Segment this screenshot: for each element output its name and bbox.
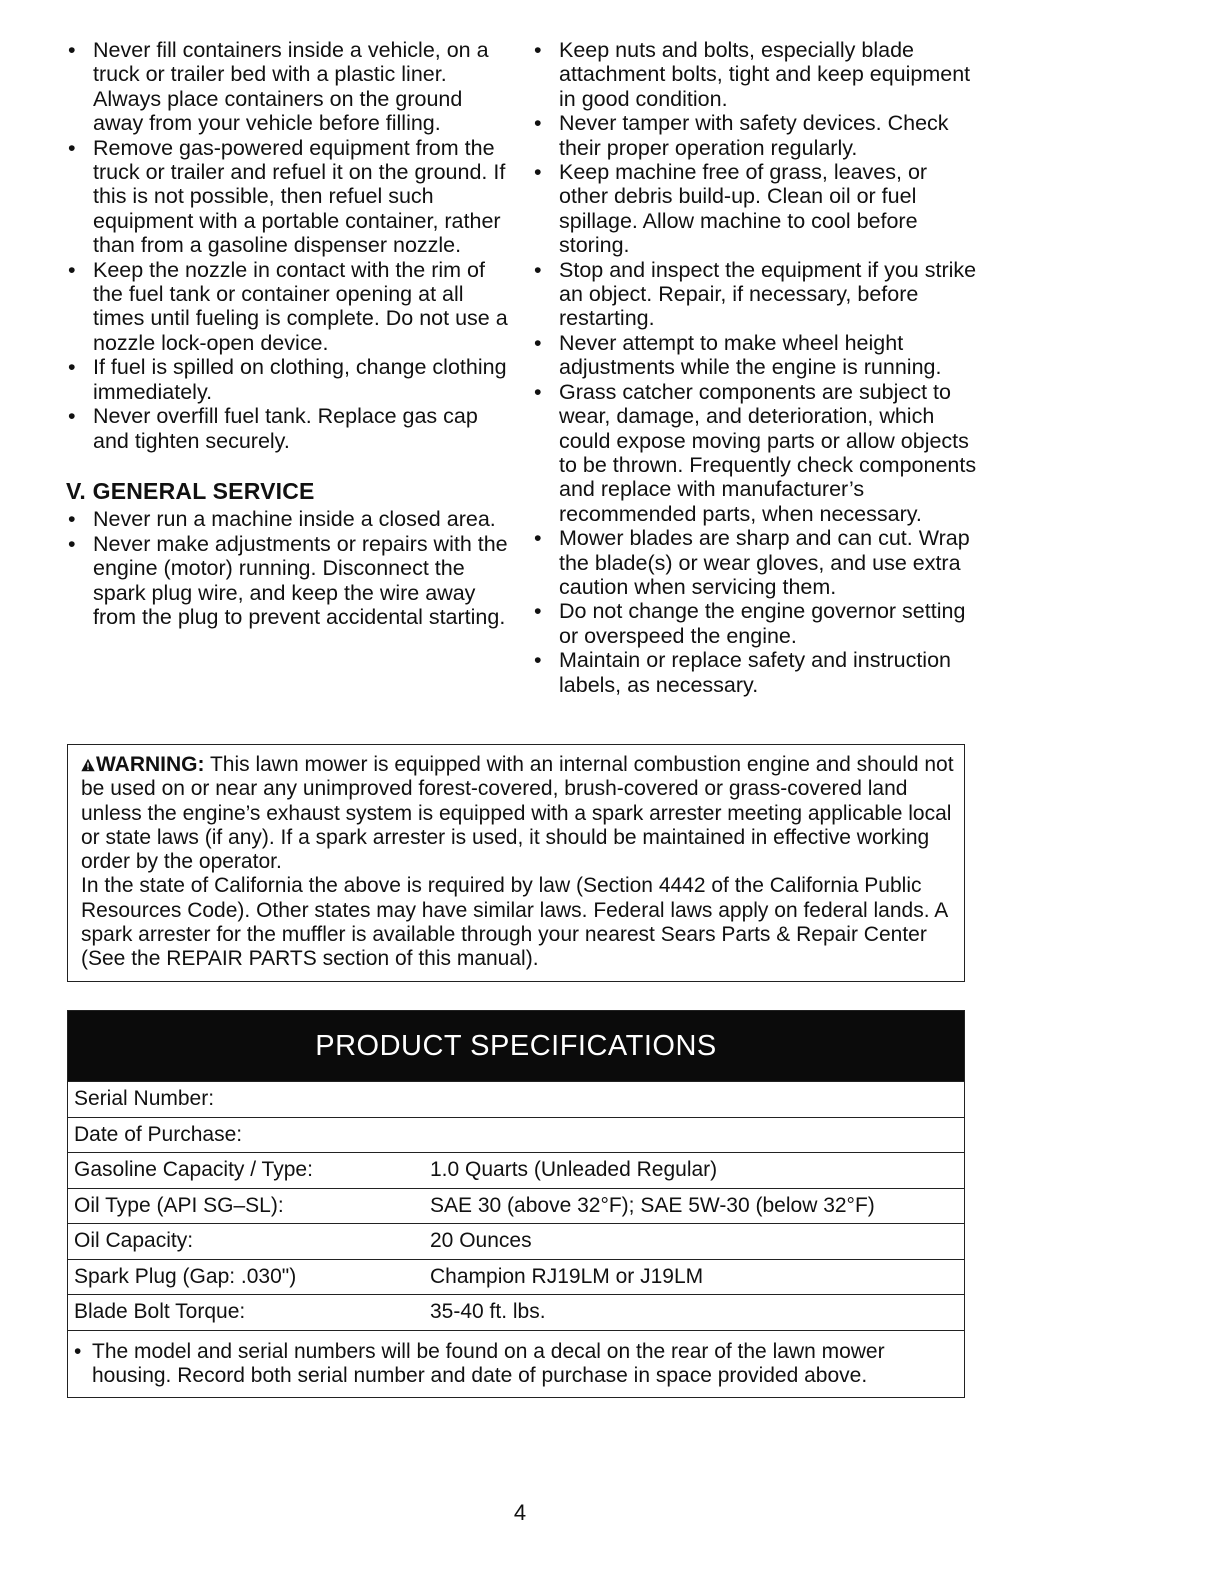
spec-value: 35-40 ft. lbs. — [430, 1300, 546, 1324]
product-specifications-table — [67, 1010, 965, 1398]
list-item: • The model and serial numbers will be found on a decal on the rear of the lawn mower housing. Record both serial number and date of purchase in space provided above. — [74, 1340, 956, 1388]
spec-label: Blade Bolt Torque: — [74, 1300, 246, 1324]
warning-triangle-icon — [81, 758, 95, 772]
list-item: • Stop and inspect the equipment if you strike an object. Repair, if necessary, before restarting. — [532, 258, 977, 331]
warning-paragraph — [81, 753, 954, 874]
spec-value: Champion RJ19LM or J19LM — [430, 1264, 704, 1288]
list-item: • Keep the nozzle in contact with the rim of the fuel tank or container opening at all times until fueling is complete. Do not use a nozzle lock-open device. — [66, 258, 516, 356]
list-item: • Never fill containers inside a vehicle, on a truck or trailer bed with a plastic liner. Always place containers on the ground away from your vehicle before filling. — [66, 38, 516, 136]
service-bullet-list — [66, 507, 516, 629]
spec-note — [68, 1330, 964, 1397]
list-item: • Keep machine free of grass, leaves, or other debris build-up. Clean oil or fuel spillage. Allow machine to cool before storing. — [532, 160, 977, 258]
list-item: • Remove gas-powered equipment from the truck or trailer and refuel it on the ground. If this is not possible, then refuel such equipment with a portable container, rather than from a gasoline dispenser nozzle. — [66, 136, 516, 258]
list-item: • Never tamper with safety devices. Check their proper operation regularly. — [532, 111, 977, 160]
page-number: 4 — [513, 1500, 527, 1525]
warning-box — [67, 744, 965, 982]
list-item: • Do not change the engine governor setting or overspeed the engine. — [532, 599, 977, 648]
spec-label: Spark Plug (Gap: .030") — [74, 1264, 297, 1288]
list-item: • Keep nuts and bolts, especially blade attachment bolts, tight and keep equipment in good condition. — [532, 38, 977, 111]
right-column — [532, 38, 977, 697]
warning-paragraph-california: In the state of California the above is required by law (Section 4442 of the California Public Resources Code). Other states may have similar laws. Federal laws apply on federal lands. A spark arrester for the muffler is available through your nearest Sears Parts & Repair Center (See the REPAIR PARTS section of this manual). — [81, 874, 948, 971]
table-row — [68, 1223, 964, 1259]
table-row — [68, 1259, 964, 1295]
spec-label: Oil Capacity: — [74, 1229, 194, 1253]
spec-label: Serial Number: — [74, 1087, 215, 1111]
section-title-general-service: V. GENERAL SERVICE — [66, 477, 315, 504]
table-row — [68, 1294, 964, 1330]
left-column — [66, 38, 516, 629]
spec-value: SAE 30 (above 32°F); SAE 5W-30 (below 32°F) — [430, 1193, 875, 1217]
list-item: • If fuel is spilled on clothing, change clothing immediately. — [66, 355, 516, 404]
table-row — [68, 1117, 964, 1153]
list-item: • Never overfill fuel tank. Replace gas cap and tighten securely. — [66, 404, 516, 453]
list-item: • Mower blades are sharp and can cut. Wrap the blade(s) or wear gloves, and use extra caution when servicing them. — [532, 526, 977, 599]
spec-value: 1.0 Quarts (Unleaded Regular) — [430, 1158, 718, 1182]
warning-label: WARNING: — [96, 753, 205, 776]
list-item: • Maintain or replace safety and instruction labels, as necessary. — [532, 648, 977, 697]
spec-note-list — [74, 1340, 956, 1388]
spec-label: Date of Purchase: — [74, 1122, 243, 1146]
list-item: • Never run a machine inside a closed area. — [66, 507, 516, 531]
table-row — [68, 1152, 964, 1188]
list-item: • Never attempt to make wheel height adjustments while the engine is running. — [532, 331, 977, 380]
spec-table-title: PRODUCT SPECIFICATIONS — [68, 1011, 964, 1081]
warning-text: This lawn mower is equipped with an internal combustion engine and should not be used on or near any unimproved forest-covered, brush-covered or grass-covered land unless the engine’s exhaust system is equipped with a spark arrester meeting applicable local or state laws (if any). If a spark arrester is used, it should be maintained in effective working order by the operator. — [81, 753, 954, 874]
spec-label: Oil Type (API SG–SL): — [74, 1193, 284, 1217]
list-item: • Never make adjustments or repairs with the engine (motor) running. Disconnect the spark plug wire, and keep the wire away from the plug to prevent accidental starting. — [66, 532, 516, 630]
spec-label: Gasoline Capacity / Type: — [74, 1158, 313, 1182]
table-row — [68, 1188, 964, 1224]
service-bullet-list-continued — [532, 38, 977, 697]
table-row — [68, 1081, 964, 1117]
list-item: • Grass catcher components are subject to wear, damage, and deterioration, which could expose moving parts or allow objects to be thrown. Frequently check components and replace with manufacturer’s recommended parts, when necessary. — [532, 380, 977, 526]
fueling-bullet-list — [66, 38, 516, 453]
spec-value: 20 Ounces — [430, 1229, 532, 1253]
